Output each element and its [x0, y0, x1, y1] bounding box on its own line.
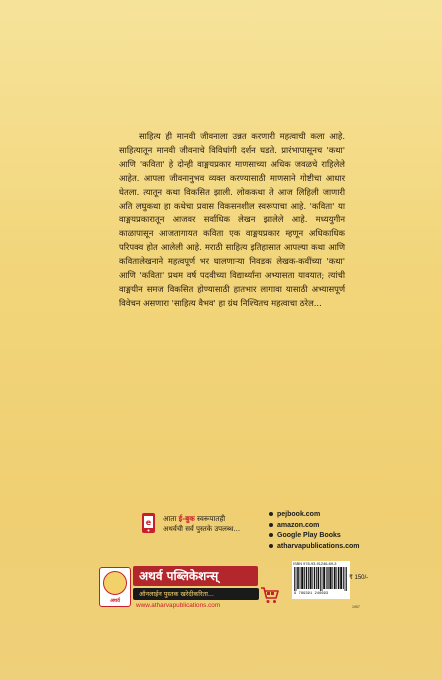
bullet-icon — [269, 533, 273, 537]
print-code: 1907 — [352, 605, 360, 609]
isbn-number: ISBN 978-93-91246-69-3 — [293, 561, 337, 566]
ebook-prefix: आता — [163, 514, 177, 523]
publisher-tagline: ऑनलाईन पुस्तक खरेदीकरिता... — [133, 588, 259, 600]
bullet-icon — [269, 544, 273, 548]
ebook-highlight: ई-बुक — [178, 514, 195, 523]
store-item[interactable]: atharvapublications.com — [269, 542, 359, 553]
store-item[interactable]: pejbook.com — [269, 510, 359, 521]
publisher-name: अथर्व पब्लिकेशन्स् — [133, 566, 258, 586]
store-item[interactable]: amazon.com — [269, 521, 359, 532]
cart-icon — [260, 585, 280, 605]
ebook-heading — [163, 514, 225, 524]
ebook-suffix: स्वरूपातही — [197, 514, 226, 523]
publisher-logo-label: अथर्व — [110, 598, 120, 604]
blurb-paragraph: साहित्य ही मानवी जीवनाला उन्नत करणारी महत्वाची कला आहे. साहित्यातून मानवी जीवनाचे विविधांगी दर्शन घडते. प्रारंभापासूनच 'कथा' आणि 'कविता' हे दोन्ही वाङ्मयप्रकार माणसाच्या अधिक जवळचे राहिलेले आहेत. आपला जीवनानुभव व्यक्त करण्यासाठी माणसाने गोष्टीचा आधार घेतला. त्यातून कथा विकसित झाली. लोककथा ते आज लिहिली जाणारी अति लघुकथा हा कथेचा प्रवास विकसनशील स्वरूपाचा आहे. 'कविता' या वाङ्मयप्रकारातून आजवर सर्वाधिक लेखन झालेले आहे. मध्ययुगीन काळापासून आजतागायत कविता एक वाङ्मयप्रकार म्हणून अधिकाधिक परिपक्व होत आलेली आहे. मराठी साहित्य इतिहासात आपल्या कथा आणि कवितालेखनाने महत्वपूर्ण भर घालणाऱ्या निवडक लेखक-कवींच्या 'कथा' आणि 'कविता' प्रथम वर्ष पदवीच्या विद्यार्थ्यांना अभ्यासता यावयात; त्यांची वाङ्मयीन समज विकसित होण्यासाठी हातभार लागावा यासाठी अभ्यासपूर्ण विवेचन असणारा 'साहित्य वैभव' हा ग्रंथ निश्चितच महत्वाचा ठरेल... — [119, 131, 345, 308]
barcode-digits: 9 789391 246693 — [294, 592, 329, 596]
store-item[interactable]: Google Play Books — [269, 531, 359, 542]
publisher-logo-emblem — [103, 571, 127, 595]
ebook-icon — [141, 512, 159, 534]
store-list — [269, 510, 359, 552]
isbn-barcode — [292, 561, 350, 599]
publisher-logo — [99, 567, 131, 607]
svg-text:e: e — [145, 518, 152, 527]
publisher-url[interactable]: www.atharvapublications.com — [136, 602, 221, 609]
price-label: ₹ 150/- — [349, 575, 369, 581]
barcode-bars — [294, 567, 348, 591]
ebook-subheading: अथर्वची सर्व पुस्तके उपलब्ध... — [163, 525, 241, 533]
bullet-icon — [269, 512, 273, 516]
bullet-icon — [269, 523, 273, 527]
